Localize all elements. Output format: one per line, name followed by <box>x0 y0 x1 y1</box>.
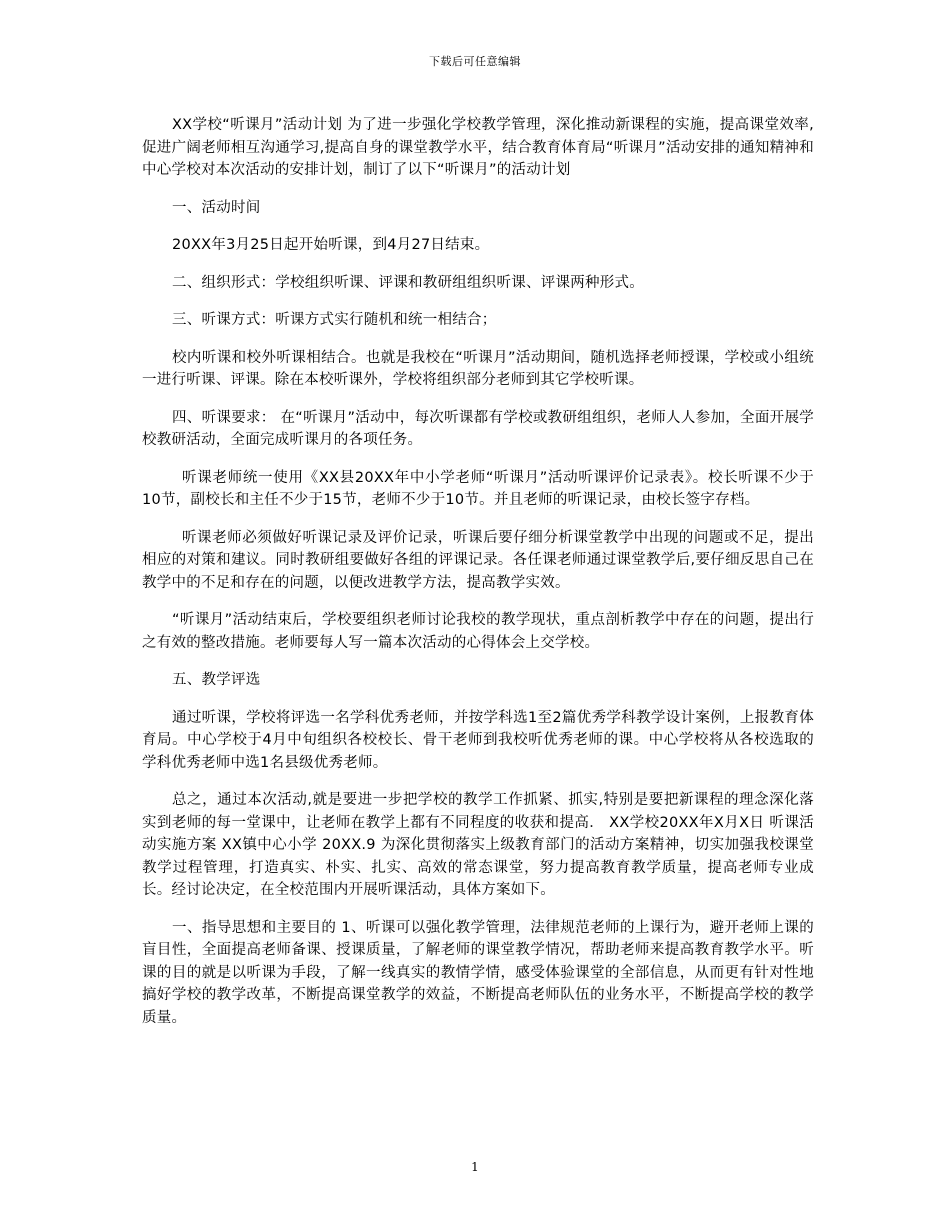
page-header: 下载后可任意编辑 <box>429 55 521 68</box>
document-body <box>142 114 814 1044</box>
post-activity-paragraph: “听课月”活动结束后，学校要组织老师讨论我校的教学现状，重点剖析教学中存在的问题，提出行之有效的整改措施。老师要每人写一篇本次活动的心得体会上交学校。 <box>142 612 814 651</box>
summary-paragraph: 总之，通过本次活动,就是要进一步把学校的教学工作抓紧、抓实,特别是要把新课程的理念深化落实到老师的每一堂课中，让老师在教学上都有不同程度的收获和提高． XX学校20XX年X月X日 听课活动实施方案 XX镇中心小学 20XX.9 为深化贯彻落实上级教育部门的活动方案精神，切实加强我校课堂教学过程管理，打造真实、朴实、扎实、高效的常态课堂，努力提高教育教学质量，提高老师专业成长。经讨论决定，在全校范围内开展听课活动，具体方案如下。 <box>142 792 814 898</box>
section-heading-selection: 五、教学评选 <box>172 672 261 688</box>
activity-dates-paragraph: 20XX年3月25日起开始听课，到4月27日结束。 <box>172 237 490 253</box>
selection-paragraph: 通过听课，学校将评选一名学科优秀老师，并按学科选1至2篇优秀学科教学设计案例，上报教育体育局。中心学校于4月中旬组织各校校长、骨干老师到我校听优秀老师的课。中心学校将从各校选取的学科优秀老师中选1名县级优秀老师。 <box>142 709 814 771</box>
internal-external-paragraph: 校内听课和校外听课相结合。也就是我校在“听课月”活动期间，随机选择老师授课，学校或小组统一进行听课、评课。除在本校听课外，学校将组织部分老师到其它学校听课。 <box>142 349 814 388</box>
evaluation-form-paragraph: 听课老师统一使用《XX县20XX年中小学老师“听课月”活动听课评价记录表》。校长听课不少于10节，副校长和主任不少于15节，老师不少于10节。并且老师的听课记录，由校长签字存档。 <box>142 469 814 508</box>
intro-paragraph: XX学校“听课月”活动计划 为了进一步强化学校教学管理，深化推动新课程的实施，提高课堂效率,促进广阔老师相互沟通学习,提高自身的课堂教学水平，结合教育体育局“听课月”活动安排的通知精神和中心学校对本次活动的安排计划，制订了以下“听课月”的活动计划 <box>142 117 814 178</box>
guiding-ideas-paragraph: 一、指导思想和主要目的 1、听课可以强化教学管理，法律规范老师的上课行为，避开老师上课的盲目性，全面提高老师备课、授课质量，了解老师的课堂教学情况，帮助老师来提高教育教学水平。听课的目的就是以听课为手段，了解一线真实的教情学情，感受体验课堂的全部信息，从而更有针对性地搞好学校的教学改革，不断提高课堂教学的效益，不断提高老师队伍的业务水平，不断提高学校的教学质量。 <box>142 919 814 1026</box>
organization-form-paragraph: 二、组织形式：学校组织听课、评课和教研组组织听课、评课两种形式。 <box>172 274 644 291</box>
records-paragraph: 听课老师必须做好听课记录及评价记录，听课后要仔细分析课堂教学中出现的问题或不足，提出相应的对策和建议。同时教研组要做好各组的评课记录。各任课老师通过课堂教学后,要仔细反思自己在教学中的不足和存在的问题，以便改进教学方法，提高教学实效。 <box>142 529 814 591</box>
requirements-paragraph: 四、听课要求： 在“听课月”活动中，每次听课都有学校或教研组组织，老师人人参加，全面开展学校教研活动，全面完成听课月的各项任务。 <box>142 409 814 448</box>
listening-method-paragraph: 三、听课方式：听课方式实行随机和统一相结合； <box>172 312 497 328</box>
page-number: 1 <box>471 1160 479 1174</box>
section-heading-activity-time: 一、活动时间 <box>172 199 261 216</box>
